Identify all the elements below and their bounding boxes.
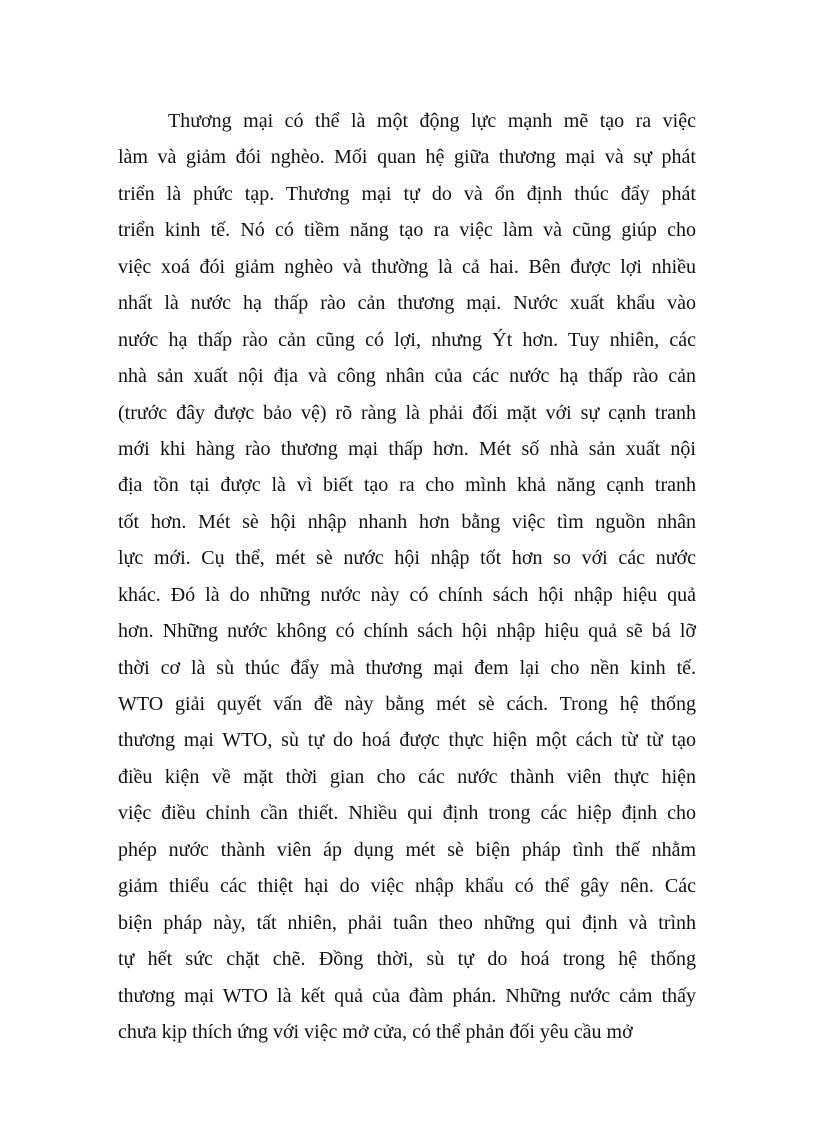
paragraph-line: mới khi hàng rào thương mại thấp hơn. Mét số nhà sản xuất nội bbox=[118, 437, 696, 460]
paragraph-line: WTO giải quyết vấn đề này bằng mét sè cách. Trong hệ thống bbox=[118, 693, 696, 715]
paragraph-line: triển là phức tạp. Thương mại tự do và ổn định thúc đẩy phát bbox=[118, 182, 696, 205]
paragraph-line: thương mại WTO, sù tự do hoá được thực hiện một cách từ từ tạo bbox=[118, 729, 696, 752]
paragraph-line: tốt hơn. Mét sè hội nhập nhanh hơn bằng việc tìm nguồn nhân bbox=[118, 510, 696, 533]
paragraph-line: lực mới. Cụ thể, mét sè nước hội nhập tốt hơn so với các nước bbox=[118, 547, 696, 570]
paragraph-line: nhất là nước hạ thấp rào cản thương mại. Nước xuất khẩu vào bbox=[118, 292, 696, 315]
paragraph-line: khác. Đó là do những nước này có chính sách hội nhập hiệu quả bbox=[118, 583, 696, 606]
paragraph-line: Thương mại có thể là một động lực mạnh mẽ tạo ra việc bbox=[168, 110, 696, 132]
paragraph-line: biện pháp này, tất nhiên, phải tuân theo những qui định và trình bbox=[118, 911, 696, 934]
paragraph-line: nước hạ thấp rào cản cũng có lợi, nhưng Ýt hơn. Tuy nhiên, các bbox=[118, 328, 696, 351]
body-paragraph bbox=[118, 103, 696, 1050]
paragraph-line: triển kinh tế. Nó có tiềm năng tạo ra việc làm và cũng giúp cho bbox=[118, 219, 696, 242]
paragraph-line: tự hết sức chặt chẽ. Đồng thời, sù tự do hoá trong hệ thống bbox=[118, 948, 696, 971]
paragraph-line: phép nước thành viên áp dụng mét sè biện pháp tình thế nhằm bbox=[118, 838, 696, 861]
paragraph-line: điều kiện về mặt thời gian cho các nước thành viên thực hiện bbox=[118, 765, 696, 788]
paragraph-line: làm và giảm đói nghèo. Mối quan hệ giữa thương mại và sự phát bbox=[118, 146, 696, 169]
paragraph-line: giảm thiểu các thiệt hại do việc nhập khẩu có thể gây nên. Các bbox=[118, 875, 696, 898]
paragraph-line: nhà sản xuất nội địa và công nhân của các nước hạ thấp rào cản bbox=[118, 365, 696, 388]
paragraph-line: việc xoá đói giảm nghèo và thường là cả hai. Bên được lợi nhiều bbox=[118, 255, 696, 278]
paragraph-line: thương mại WTO là kết quả của đàm phán. Những nước cảm thấy bbox=[118, 984, 696, 1007]
paragraph-line: hơn. Những nước không có chính sách hội nhập hiệu quả sẽ bá lỡ bbox=[118, 620, 696, 643]
paragraph-line: việc điều chỉnh cần thiết. Nhiều qui định trong các hiệp định cho bbox=[118, 802, 696, 825]
paragraph-line: chưa kịp thích ứng với việc mở cửa, có thể phản đối yêu cầu mở bbox=[118, 1020, 633, 1043]
paragraph-line: thời cơ là sù thúc đẩy mà thương mại đem lại cho nền kinh tế. bbox=[118, 656, 696, 679]
paragraph-line: (trước đây được bảo vệ) rõ ràng là phải đối mặt với sự cạnh tranh bbox=[118, 401, 696, 424]
paragraph-line: địa tồn tại được là vì biết tạo ra cho mình khả năng cạnh tranh bbox=[118, 474, 696, 497]
